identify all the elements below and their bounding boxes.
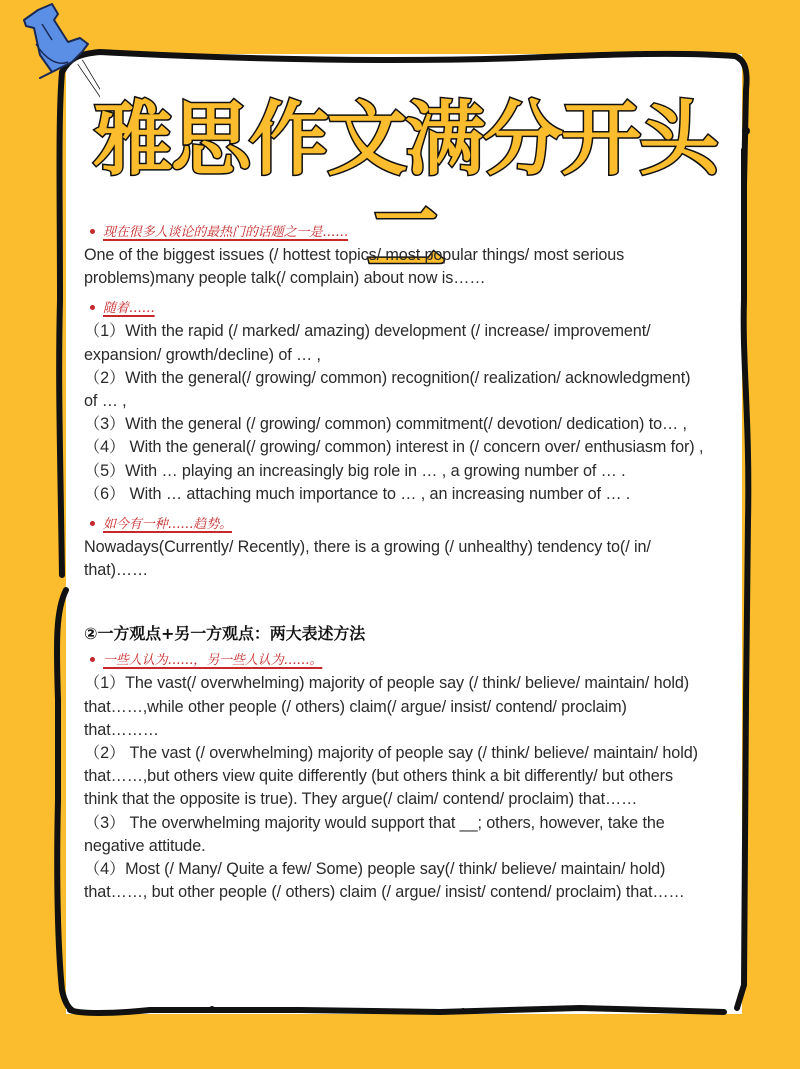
bullet-icon — [90, 305, 95, 310]
phrase-item: （5）With … playing an increasingly big role in … , a growing number of … . — [84, 461, 626, 480]
content-body — [84, 222, 704, 904]
section-heading: 一些人认为……，另一些人认为……。 — [84, 652, 704, 670]
phrase-item: （4） With the general(/ growing/ common) interest in (/ concern over/ enthusiasm for) , — [84, 438, 704, 457]
phrase-item: （1）With the rapid (/ marked/ amazing) development (/ increase/ improvement/ expansion/ growth/decline) of … , — [84, 322, 651, 364]
phrase-item: （3） The overwhelming majority would support that __; others, however, take the negative attitude. — [84, 813, 665, 855]
page-title: 雅思作文满分开头二 — [93, 93, 717, 286]
section-heading: 随着…… — [84, 300, 704, 318]
phrase-text: Nowadays(Currently/ Recently), there is a growing (/ unhealthy) tendency to(/ in/ that)…… — [84, 538, 651, 580]
phrase-item: （1）The vast(/ overwhelming) majority of people say (/ think/ believe/ maintain/ hold) that……,while other people (/ others) claim(/ argue/ insist/ contend/ proclaim) that……… — [84, 674, 690, 739]
phrase-item: （3）With the general (/ growing/ common) commitment(/ devotion/ dedication) to… , — [84, 415, 687, 434]
section-heading: 如今有一种……趋势。 — [84, 516, 704, 534]
section-title: ②一方观点+另一方观点：两大表述方法 — [84, 624, 366, 644]
bullet-icon — [90, 657, 95, 662]
phrase-item: （6） With … attaching much importance to … , an increasing number of … . — [84, 484, 631, 503]
phrase-item: （2） The vast (/ overwhelming) majority of people say (/ think/ believe/ maintain/ hold) that……,but others view quite differently (but others think a bit differently/ but others think that the opposite is true). They argue(/ claim/ contend/ proclaim) that…… — [84, 744, 698, 809]
phrase-item: （4）Most (/ Many/ Quite a few/ Some) people say(/ think/ believe/ maintain/ hold) that……, but other people (/ others) claim (/ argue/ insist/ contend/ proclaim) that…… — [84, 860, 685, 902]
section-heading: 现在很多人谈论的最热门的话题之一是…… — [84, 224, 704, 242]
bullet-icon — [90, 229, 95, 234]
phrase-item: （2）With the general(/ growing/ common) recognition(/ realization/ acknowledgment) of … , — [84, 368, 691, 411]
bullet-icon — [90, 521, 95, 526]
phrase-text: One of the biggest issues (/ hottest topics/ most popular things/ most serious problems)many people talk(/ complain) about now is…… — [84, 246, 625, 288]
